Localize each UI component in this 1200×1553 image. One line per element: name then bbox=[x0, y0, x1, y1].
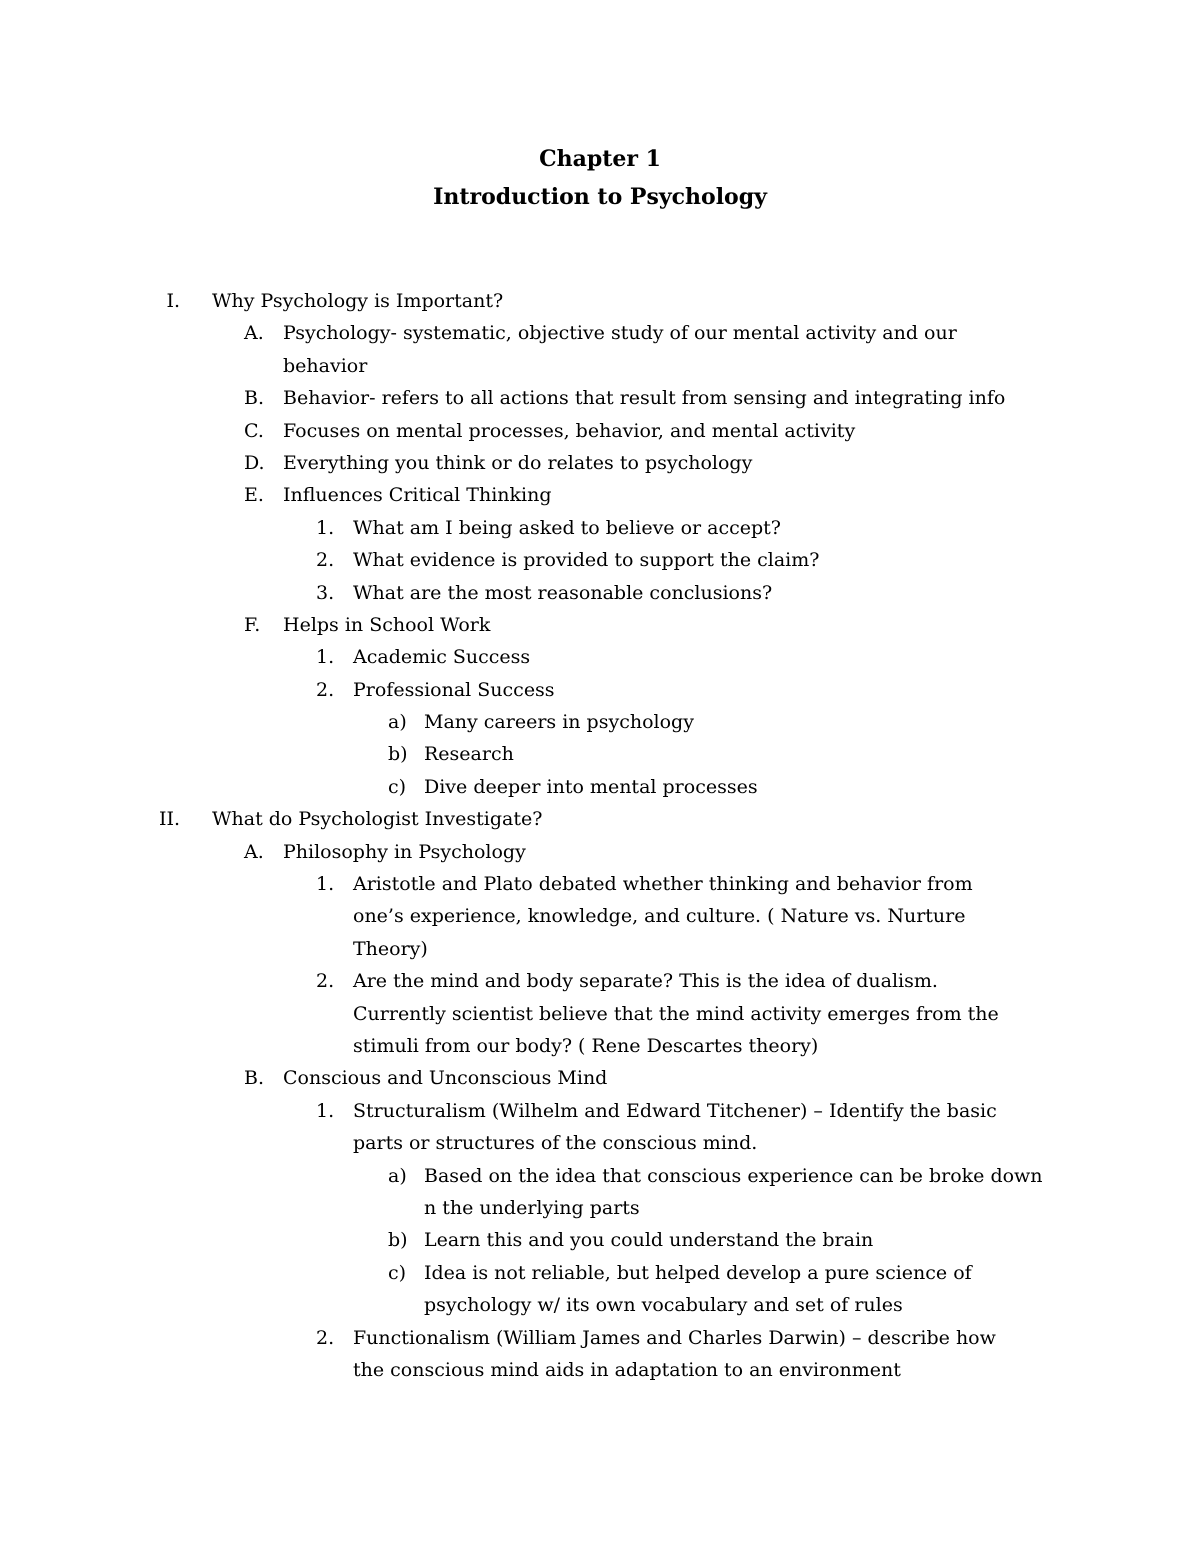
outline-text: Focuses on mental processes, behavior, and mental activity bbox=[283, 419, 856, 442]
outline-marker: c) bbox=[388, 775, 407, 798]
outline-marker: b) bbox=[388, 743, 408, 766]
outline-marker: 1. bbox=[316, 873, 335, 896]
outline-text: psychology w/ its own vocabulary and set of rules bbox=[424, 1294, 903, 1317]
outline-text: Currently scientist believe that the mind activity emerges from the bbox=[353, 1002, 999, 1025]
outline-marker: A. bbox=[244, 840, 264, 863]
outline-text: What are the most reasonable conclusions? bbox=[353, 581, 773, 604]
outline-item bbox=[0, 933, 1200, 965]
outline-item bbox=[0, 285, 1200, 317]
outline-marker: 2. bbox=[316, 678, 335, 701]
outline-item bbox=[0, 1030, 1200, 1062]
outline-text: Professional Success bbox=[353, 678, 555, 701]
outline-marker: B. bbox=[244, 387, 265, 410]
outline-item bbox=[0, 836, 1200, 868]
outline-item bbox=[0, 350, 1200, 382]
outline-text: Academic Success bbox=[353, 646, 531, 669]
outline-item bbox=[0, 674, 1200, 706]
outline-item bbox=[0, 868, 1200, 900]
outline-item bbox=[0, 447, 1200, 479]
outline-text: Why Psychology is Important? bbox=[212, 290, 504, 312]
outline-item bbox=[0, 998, 1200, 1030]
outline-text: parts or structures of the conscious mind. bbox=[353, 1132, 758, 1155]
outline-item bbox=[0, 900, 1200, 932]
outline-marker: F. bbox=[244, 613, 261, 636]
outline-item bbox=[0, 803, 1200, 835]
outline-item bbox=[0, 1224, 1200, 1256]
outline-item bbox=[0, 738, 1200, 770]
outline-text: Research bbox=[424, 743, 514, 766]
outline-text: What do Psychologist Investigate? bbox=[212, 808, 543, 831]
outline-text: What evidence is provided to support the claim? bbox=[353, 549, 820, 572]
outline-text: stimuli from our body? ( Rene Descartes theory) bbox=[353, 1034, 819, 1057]
outline-item bbox=[0, 1289, 1200, 1321]
outline-text: Psychology- systematic, objective study of our mental activity and our bbox=[283, 322, 957, 345]
chapter-title: Introduction to Psychology bbox=[433, 184, 767, 210]
outline-text: Idea is not reliable, but helped develop a pure science of bbox=[424, 1261, 972, 1284]
outline-item bbox=[0, 706, 1200, 738]
outline-item bbox=[0, 609, 1200, 641]
outline-item bbox=[0, 1062, 1200, 1094]
outline-text: Behavior- refers to all actions that result from sensing and integrating info bbox=[283, 387, 1006, 410]
outline-text: Dive deeper into mental processes bbox=[424, 775, 758, 798]
outline-marker: a) bbox=[388, 1164, 407, 1187]
outline-marker: II. bbox=[158, 808, 180, 831]
outline-text: n the underlying parts bbox=[424, 1196, 640, 1219]
outline-item bbox=[0, 1095, 1200, 1127]
outline-text: Based on the idea that conscious experience can be broke down bbox=[424, 1164, 1043, 1187]
outline-text: Helps in School Work bbox=[283, 613, 491, 636]
outline-text: Structuralism (Wilhelm and Edward Titchener) – Identify the basic bbox=[353, 1099, 997, 1122]
outline-item bbox=[0, 479, 1200, 511]
outline-item bbox=[0, 382, 1200, 414]
outline-item bbox=[0, 1354, 1200, 1386]
outline-text: Conscious and Unconscious Mind bbox=[283, 1067, 608, 1090]
outline-item bbox=[0, 512, 1200, 544]
outline-marker: 2. bbox=[316, 1326, 335, 1349]
outline-text: What am I being asked to believe or accept? bbox=[353, 516, 781, 539]
outline-text: Philosophy in Psychology bbox=[283, 840, 526, 863]
outline-marker: B. bbox=[244, 1067, 265, 1090]
outline-marker: 3. bbox=[316, 581, 335, 604]
outline-item bbox=[0, 1322, 1200, 1354]
outline-item bbox=[0, 965, 1200, 997]
outline-marker: c) bbox=[388, 1261, 407, 1284]
outline-item bbox=[0, 641, 1200, 673]
outline-marker: 1. bbox=[316, 646, 335, 669]
outline-marker: 1. bbox=[316, 516, 335, 539]
outline-item bbox=[0, 771, 1200, 803]
outline-marker: C. bbox=[244, 419, 264, 442]
outline-text: Many careers in psychology bbox=[424, 711, 694, 734]
outline-marker: a) bbox=[388, 711, 407, 734]
outline-item bbox=[0, 415, 1200, 447]
outline-item bbox=[0, 1160, 1200, 1192]
outline-item bbox=[0, 577, 1200, 609]
outline-marker: A. bbox=[244, 322, 264, 345]
outline-marker: D. bbox=[244, 451, 265, 474]
outline-text: the conscious mind aids in adaptation to an environment bbox=[353, 1358, 901, 1381]
outline-text: one’s experience, knowledge, and culture. ( Nature vs. Nurture bbox=[353, 905, 966, 928]
outline-text: Are the mind and body separate? This is the idea of dualism. bbox=[353, 970, 938, 993]
outline-item bbox=[0, 1192, 1200, 1224]
outline-item bbox=[0, 1127, 1200, 1159]
outline-item bbox=[0, 317, 1200, 349]
outline-text: Functionalism (William James and Charles Darwin) – describe how bbox=[353, 1326, 996, 1349]
outline-marker: b) bbox=[388, 1229, 408, 1252]
outline-text: Aristotle and Plato debated whether thinking and behavior from bbox=[353, 873, 973, 896]
outline-item bbox=[0, 544, 1200, 576]
outline-text: Influences Critical Thinking bbox=[283, 484, 552, 507]
outline-text: Learn this and you could understand the brain bbox=[424, 1229, 874, 1252]
outline-marker: E. bbox=[244, 484, 264, 507]
outline-item bbox=[0, 1257, 1200, 1289]
outline-marker: 2. bbox=[316, 970, 335, 993]
outline-text: Everything you think or do relates to psychology bbox=[283, 451, 753, 474]
outline-text: behavior bbox=[283, 354, 368, 377]
outline-marker: I. bbox=[166, 290, 180, 312]
outline-list bbox=[0, 285, 1200, 1386]
outline-marker: 2. bbox=[316, 549, 335, 572]
chapter-number: Chapter 1 bbox=[539, 146, 661, 172]
outline-marker: 1. bbox=[316, 1099, 335, 1122]
outline-text: Theory) bbox=[353, 937, 428, 960]
